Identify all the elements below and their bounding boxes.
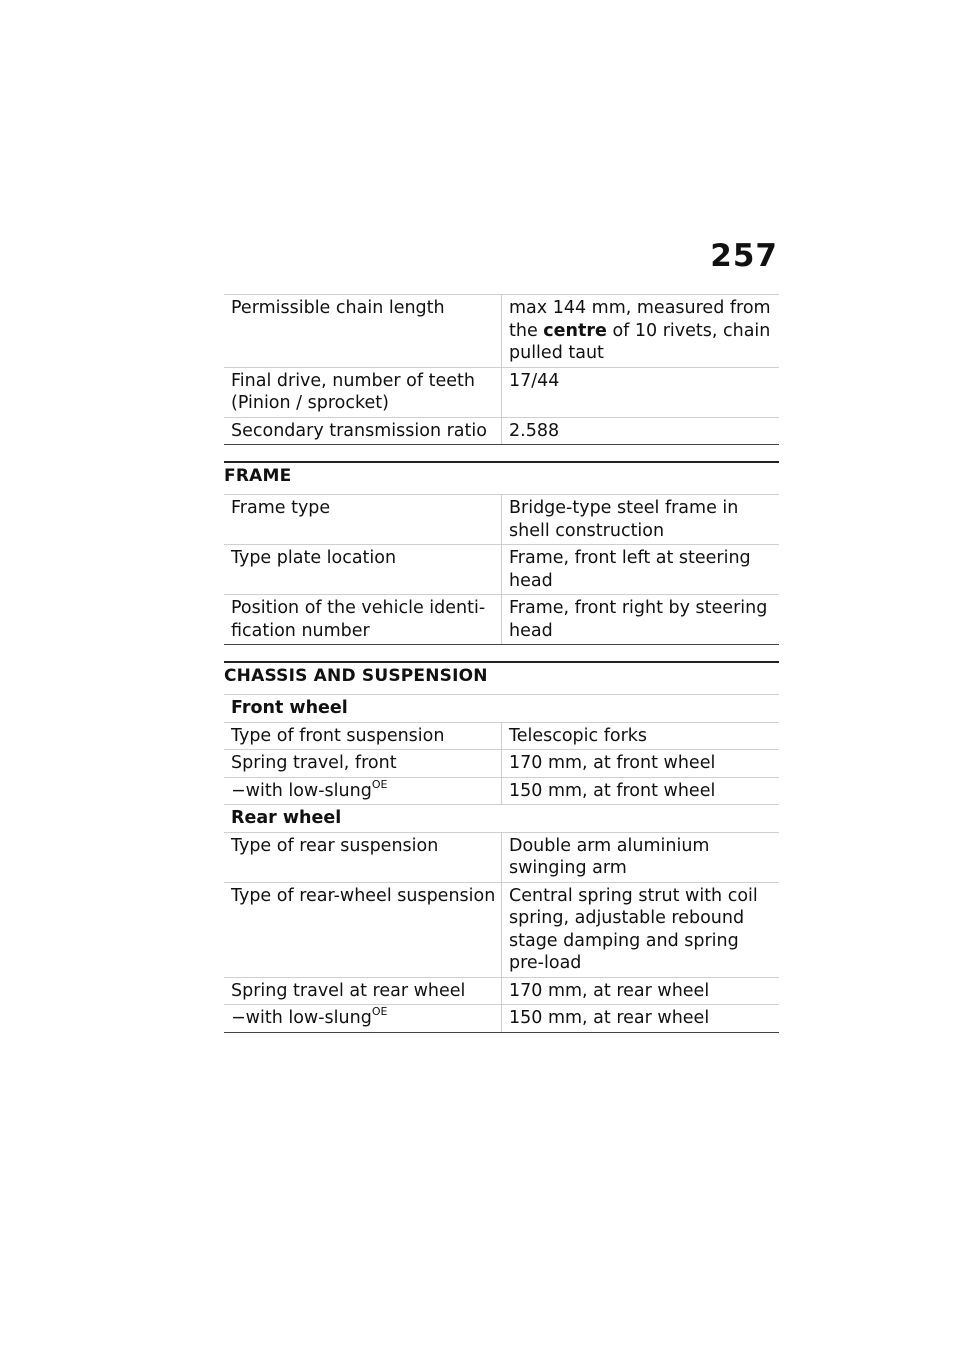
row-value: 150 mm, at front wheel — [502, 777, 780, 805]
row-value: 17/44 — [502, 367, 780, 417]
optional-equipment-marker: OE — [371, 1005, 388, 1018]
label-text: −with low-slung — [231, 780, 372, 801]
value-text: of 10 rivets, chain pulled taut — [509, 320, 771, 363]
table-row — [224, 977, 779, 1005]
section-title-frame: FRAME — [224, 461, 779, 494]
row-label: Final drive, number of teeth (Pinion / sprocket) — [224, 367, 502, 417]
row-label: Type of front suspension — [224, 722, 502, 750]
table-row — [224, 882, 779, 977]
row-label: Secondary transmission ratio — [224, 417, 502, 445]
transmission-table — [224, 294, 779, 445]
row-value — [502, 295, 780, 368]
label-text: −with low-slung — [231, 1008, 372, 1028]
row-label — [224, 1005, 502, 1033]
table-row — [224, 1005, 779, 1033]
page-number: 257 — [710, 238, 778, 274]
value-text: max 144 mm, measured from the — [509, 298, 771, 341]
row-label: Type of rear-wheel suspension — [224, 882, 502, 977]
subheading-rear-wheel: Rear wheel — [224, 805, 779, 833]
row-label: Type plate location — [224, 545, 502, 595]
row-label: Permissible chain length — [224, 295, 502, 368]
row-label — [224, 777, 502, 805]
row-label: Spring travel at rear wheel — [224, 977, 502, 1005]
table-row — [224, 545, 779, 595]
row-label: Frame type — [224, 495, 502, 545]
chassis-table — [224, 694, 779, 1033]
table-row — [224, 417, 779, 445]
subheading-front-wheel: Front wheel — [224, 695, 779, 723]
row-value: 150 mm, at rear wheel — [502, 1005, 780, 1033]
row-value: Frame, front left at steering head — [502, 545, 780, 595]
row-label: Type of rear suspension — [224, 832, 502, 882]
row-value: Frame, front right by steering head — [502, 595, 780, 645]
table-row — [224, 595, 779, 645]
row-value: Telescopic forks — [502, 722, 780, 750]
table-row — [224, 495, 779, 545]
row-label: Position of the vehicle identi-fication number — [224, 595, 502, 645]
row-label: Spring travel, front — [224, 750, 502, 778]
table-row — [224, 367, 779, 417]
subheading-row — [224, 805, 779, 833]
table-row — [224, 777, 779, 805]
row-value: 2.588 — [502, 417, 780, 445]
table-row — [224, 295, 779, 368]
frame-table — [224, 494, 779, 645]
row-value: 170 mm, at front wheel — [502, 750, 780, 778]
table-row — [224, 832, 779, 882]
row-value: Bridge-type steel frame in shell construction — [502, 495, 780, 545]
subheading-row — [224, 695, 779, 723]
optional-equipment-marker: OE — [371, 777, 388, 791]
table-row — [224, 750, 779, 778]
row-value: 170 mm, at rear wheel — [502, 977, 780, 1005]
table-row — [224, 722, 779, 750]
row-value: Central spring strut with coil spring, adjustable rebound stage damping and spring pre-load — [502, 882, 780, 977]
spec-content — [224, 294, 779, 1033]
row-value: Double arm aluminium swinging arm — [502, 832, 780, 882]
value-emphasis: centre — [543, 320, 607, 341]
section-title-chassis: CHASSIS AND SUSPENSION — [224, 661, 779, 694]
